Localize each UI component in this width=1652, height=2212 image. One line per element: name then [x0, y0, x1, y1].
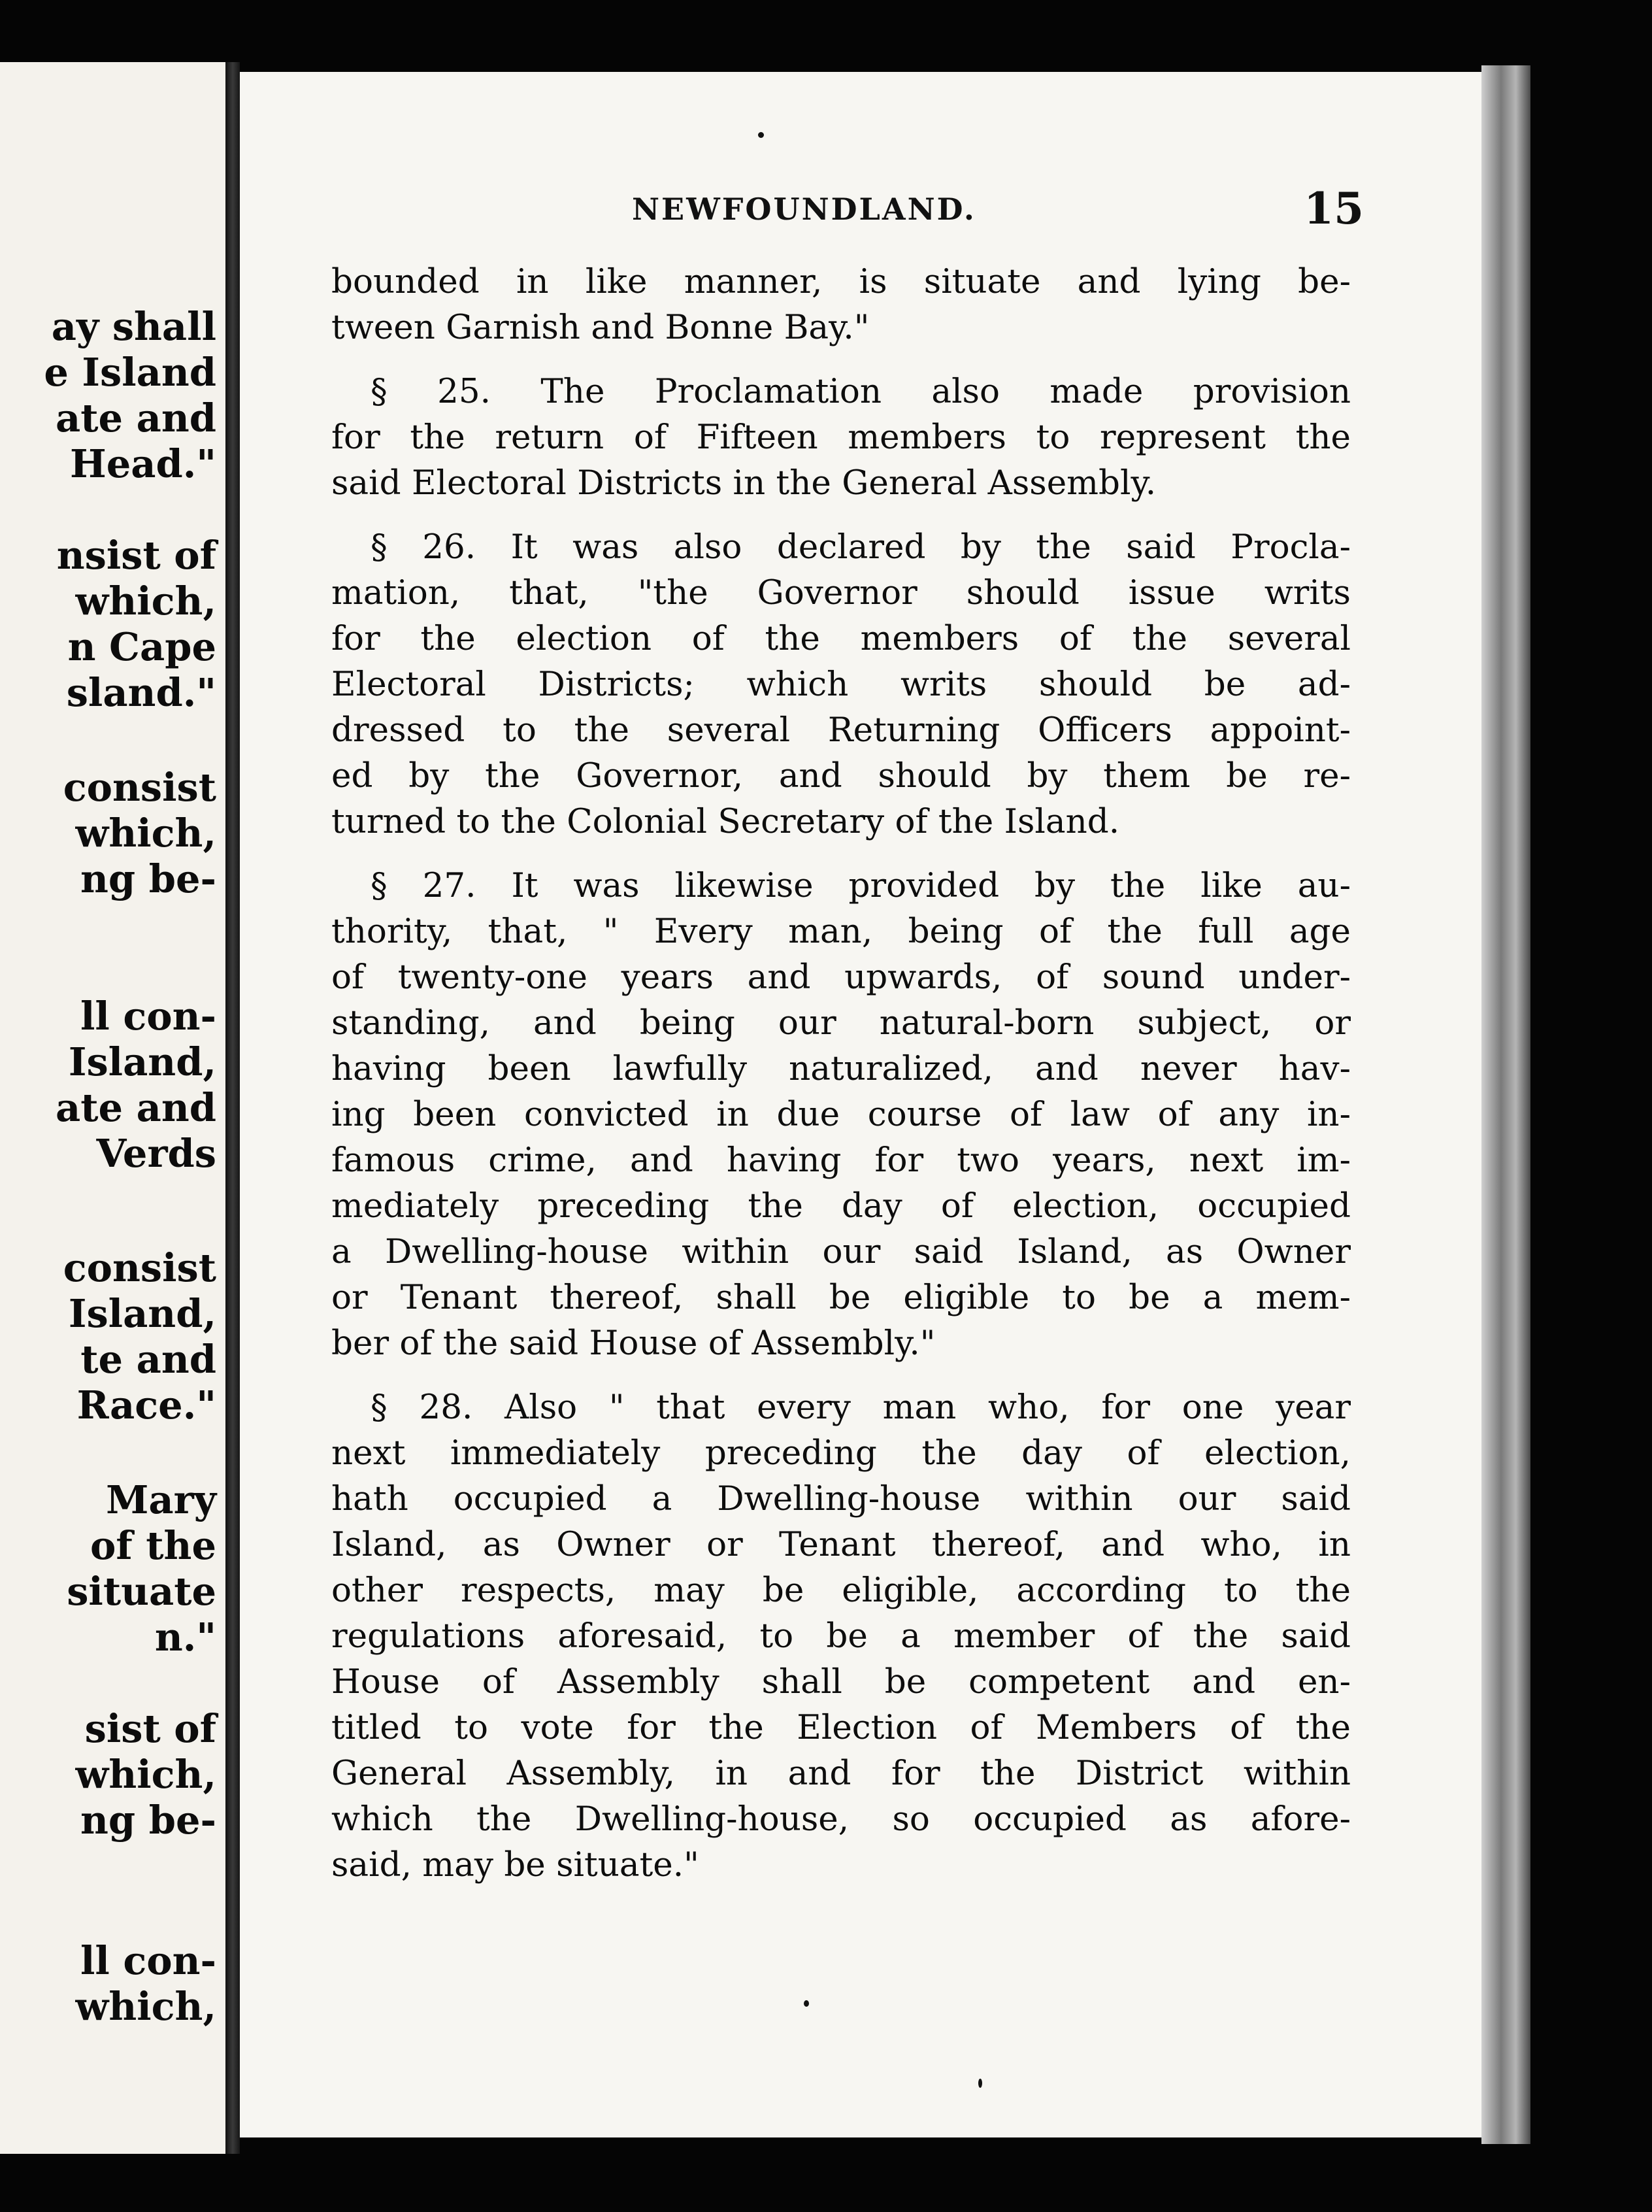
text-line: a Dwelling-house within our said Island, as Owner	[331, 1232, 1351, 1271]
left-line: Island,	[68, 1291, 216, 1336]
text-line: regulations aforesaid, to be a member of the said	[331, 1617, 1351, 1656]
page-number: 15	[1304, 183, 1364, 234]
text-line: or Tenant thereof, shall be eligible to be a mem-	[331, 1278, 1351, 1317]
paragraph-section-28	[331, 1384, 1481, 1888]
text-line: other respects, may be eligible, according to the	[331, 1571, 1351, 1610]
text-line: turned to the Colonial Secretary of the Island.	[331, 802, 1120, 841]
left-line: sist of	[84, 1706, 216, 1751]
text-line: said Electoral Districts in the General Assembly.	[331, 463, 1157, 503]
left-line: Race."	[76, 1382, 216, 1428]
text-line: standing, and being our natural-born subject, or	[331, 1003, 1351, 1043]
ink-speck	[978, 2079, 982, 2088]
left-line: ng be-	[80, 1798, 216, 1843]
body-text	[331, 259, 1481, 1906]
book-gutter	[225, 62, 240, 2154]
left-line: Mary	[106, 1477, 216, 1522]
text-line: having been lawfully naturalized, and never hav-	[331, 1049, 1351, 1088]
text-line: ed by the Governor, and should by them be re-	[331, 756, 1351, 796]
text-line: ber of the said House of Assembly."	[331, 1324, 936, 1363]
text-line: § 25. The Proclamation also made provision	[371, 372, 1351, 411]
left-page-fragment	[0, 62, 227, 2154]
running-head	[632, 183, 1364, 235]
left-line: ll con-	[80, 994, 216, 1039]
text-line: mediately preceding the day of election, occupied	[331, 1186, 1351, 1226]
text-line: tween Garnish and Bonne Bay."	[331, 308, 870, 347]
left-line: ll con-	[80, 1938, 216, 1983]
paragraph-section-27	[331, 863, 1481, 1366]
text-line: Electoral Districts; which writs should be ad-	[331, 665, 1351, 704]
left-line: ate and	[56, 1085, 216, 1130]
page-edge	[1481, 65, 1530, 2144]
left-line: which,	[75, 811, 216, 856]
left-line: n Cape	[67, 624, 216, 669]
left-line: which,	[75, 1984, 216, 2029]
left-line: Verds	[96, 1131, 216, 1176]
text-line: § 26. It was also declared by the said Procla-	[371, 528, 1351, 567]
text-line: said, may be situate."	[331, 1845, 699, 1885]
ink-speck	[758, 132, 764, 138]
text-line: which the Dwelling-house, so occupied as afore-	[331, 1800, 1351, 1839]
left-line: Island,	[68, 1039, 216, 1084]
left-line: ay shall	[51, 304, 216, 349]
left-line: sland."	[66, 670, 216, 715]
text-line: mation, that, "the Governor should issue writs	[331, 573, 1351, 612]
text-line: § 28. Also " that every man who, for one year	[371, 1388, 1351, 1427]
left-line: consist	[63, 1245, 216, 1290]
ink-speck	[804, 2000, 809, 2007]
left-line: Head."	[69, 441, 216, 486]
left-line: situate	[67, 1569, 216, 1614]
left-line: nsist of	[56, 533, 216, 578]
text-line: ing been convicted in due course of law of any in-	[331, 1095, 1351, 1134]
text-line: thority, that, " Every man, being of the full age	[331, 912, 1351, 951]
text-line: for the election of the members of the several	[331, 619, 1351, 658]
text-line: titled to vote for the Election of Members of the	[331, 1708, 1351, 1747]
text-line: hath occupied a Dwelling-house within our said	[331, 1479, 1351, 1518]
text-line: Island, as Owner or Tenant thereof, and who, in	[331, 1525, 1351, 1564]
paragraph-section-26	[331, 524, 1481, 845]
text-line: General Assembly, in and for the District within	[331, 1754, 1351, 1793]
text-line: § 27. It was likewise provided by the like au-	[371, 866, 1351, 905]
left-line: te and	[80, 1337, 216, 1382]
left-line: which,	[75, 578, 216, 624]
text-line: next immediately preceding the day of election,	[331, 1433, 1351, 1473]
right-page	[240, 72, 1481, 2137]
left-line: e Island	[44, 350, 216, 395]
left-line: which,	[75, 1752, 216, 1797]
running-head-title: NEWFOUNDLAND.	[632, 192, 976, 227]
left-line: n."	[154, 1615, 216, 1660]
text-line: of twenty-one years and upwards, of sound under-	[331, 958, 1351, 997]
paragraph-section-25	[331, 369, 1481, 506]
paragraph-continuation	[331, 259, 1481, 350]
text-line: bounded in like manner, is situate and lying be-	[331, 262, 1351, 301]
text-line: famous crime, and having for two years, next im-	[331, 1141, 1351, 1180]
left-line: of the	[90, 1523, 216, 1568]
left-line: consist	[63, 765, 216, 810]
left-line: ate and	[56, 395, 216, 441]
text-line: for the return of Fifteen members to represent the	[331, 418, 1351, 457]
text-line: dressed to the several Returning Officers appoint-	[331, 711, 1351, 750]
text-line: House of Assembly shall be competent and en-	[331, 1662, 1351, 1701]
left-line: ng be-	[80, 856, 216, 901]
